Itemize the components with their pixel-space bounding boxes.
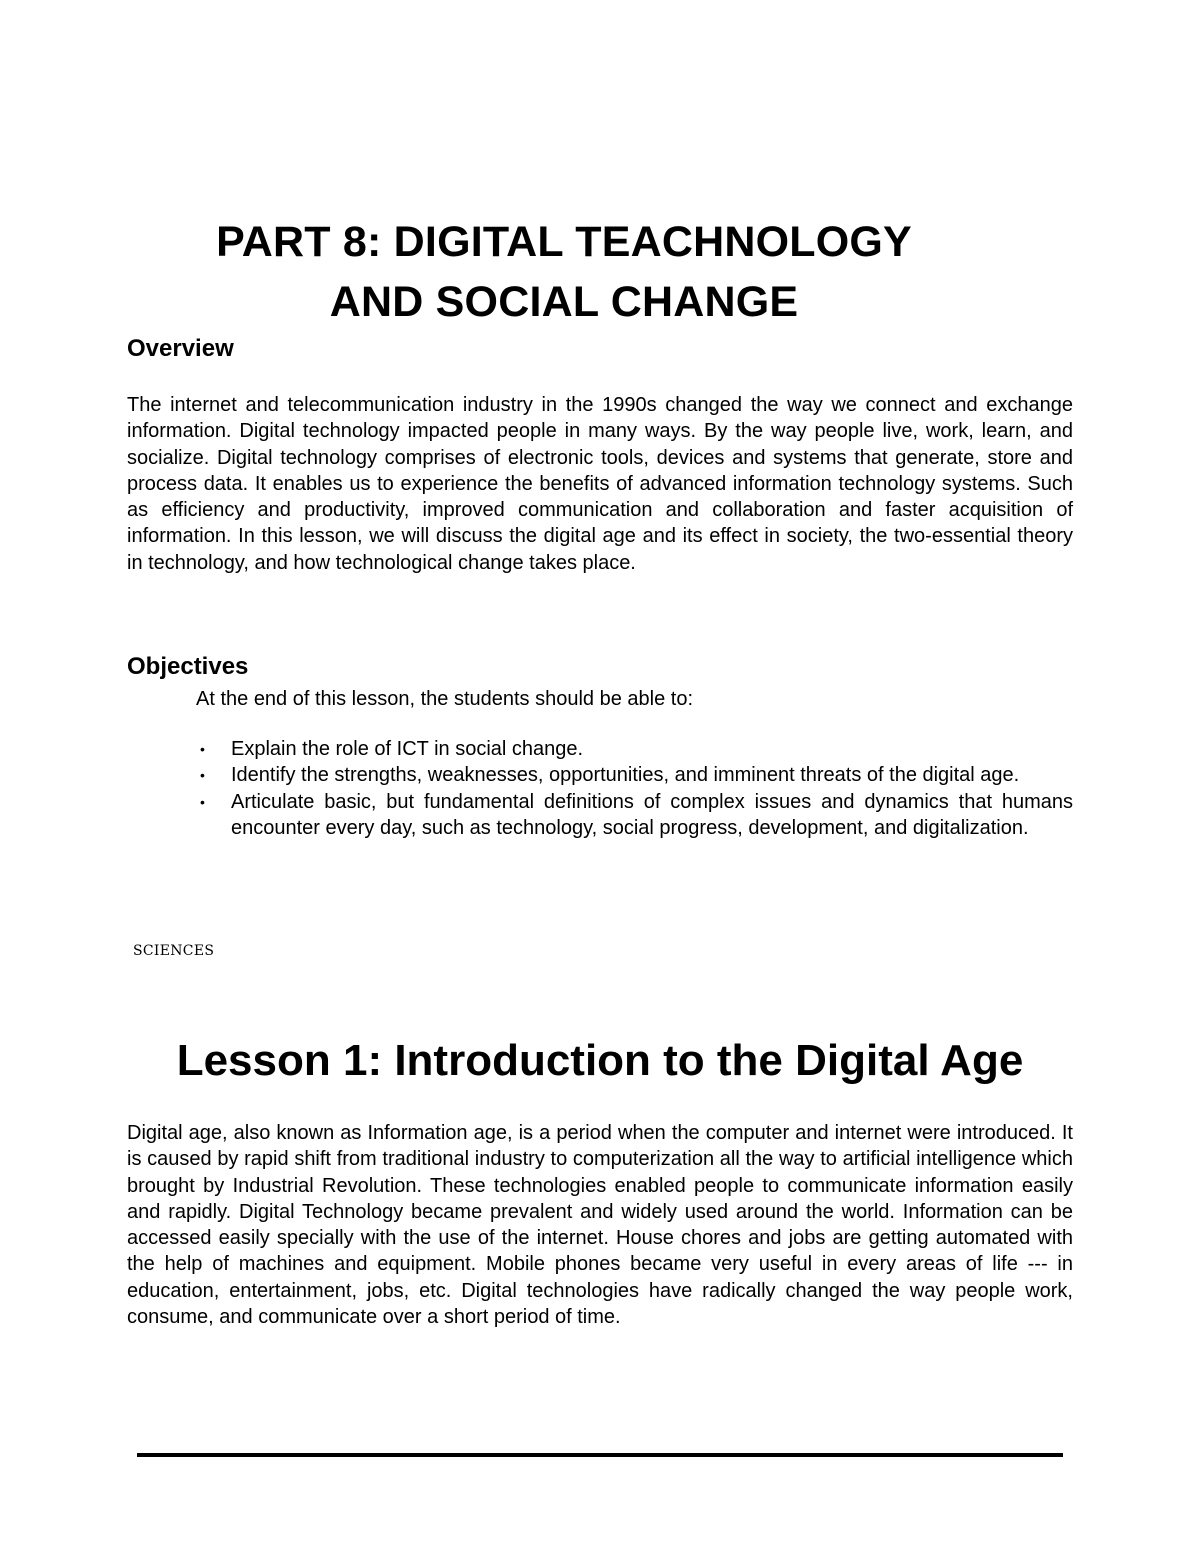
bottom-divider [137,1453,1063,1457]
bullet-icon: • [200,793,205,810]
objective-text: Articulate basic, but fundamental definitions of complex issues and dynamics that humans encounter every day, such as technology, social progress, development, and digitalization. [231,790,1073,839]
objective-text: Explain the role of ICT in social change. [231,738,584,760]
bullet-icon: • [200,741,205,757]
overview-heading: Overview [127,335,234,362]
part-title-line-1: PART 8: DIGITAL TEACHNOLOGY [216,218,912,266]
objective-text: Identify the strengths, weaknesses, opportunities, and imminent threats of the digital age. [231,764,1020,787]
objectives-intro: At the end of this lesson, the students should be able to: [196,688,694,710]
objective-item [196,762,1073,788]
objectives-heading: Objectives [127,653,249,680]
objective-item [196,736,1073,762]
objective-item [196,789,1073,842]
part-title-line-2: AND SOCIAL CHANGE [329,278,799,326]
overview-paragraph: The internet and telecommunication industry in the 1990s changed the way we connect and exchange information. Digital technology impacted people in many ways. By the way people live, work, learn, and socialize. Digital technology comprises of electronic tools, devices and systems that generate, store and process data. It enables us to experience the benefits of advanced information technology systems. Such as efficiency and productivity, improved communication and collaboration and faster acquisition of information. In this lesson, we will discuss the digital age and its effect in society, the two-essential theory in technology, and how technological change takes place. [127,394,1073,574]
page-footer-label: SCIENCES [133,943,215,959]
lesson-paragraph: Digital age, also known as Information age, is a period when the computer and internet were introduced. It is caused by rapid shift from traditional industry to computerization all the way to artificial intelligence which brought by Industrial Revolution. These technologies enabled people to communicate information easily and rapidly. Digital Technology became prevalent and widely used around the world. Information can be accessed easily specially with the use of the internet. House chores and jobs are getting automated with the help of machines and equipment. Mobile phones became very useful in every areas of life --- in education, entertainment, jobs, etc. Digital technologies have radically changed the way people work, consume, and communicate over a short period of time. [127,1122,1073,1329]
objectives-list [196,736,1073,841]
bullet-icon: • [200,767,205,784]
part-title [0,212,1128,332]
lesson-title: Lesson 1: Introduction to the Digital Age [176,1036,1024,1085]
